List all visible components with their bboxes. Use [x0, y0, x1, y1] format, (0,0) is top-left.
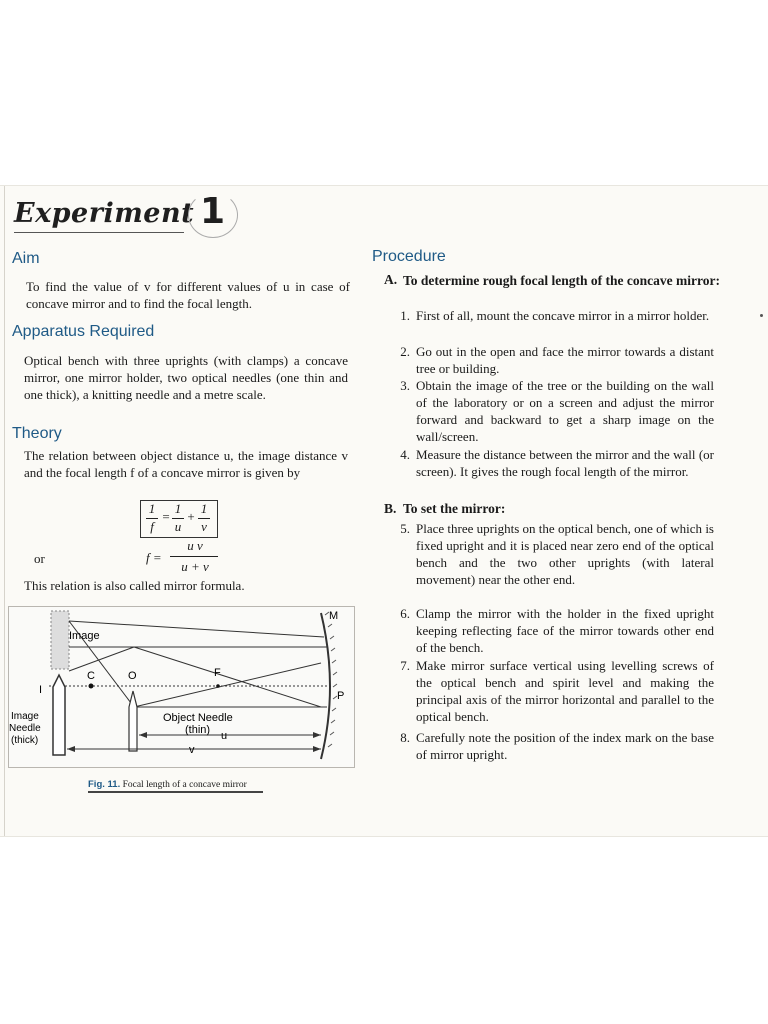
label-image-needle: Needle: [9, 723, 41, 734]
label-v: v: [189, 744, 195, 756]
mirror-formula-box: [140, 500, 218, 538]
apparatus-text: Optical bench with three uprights (with clamps) a concave mirror, one mirror holder, two optical needles (one thin and one thick), a knitting needle and a metre scale.: [24, 353, 348, 402]
ray: [69, 621, 324, 637]
experiment-title: Experiment: [14, 198, 195, 229]
experiment-number: 1: [200, 191, 226, 232]
label-object-needle: Object Needle: [163, 712, 233, 724]
theory-note: This relation is also called mirror formula.: [24, 578, 245, 593]
title-underline: [14, 232, 184, 233]
step-number: 4.: [400, 447, 410, 462]
caption-underline: [88, 791, 263, 793]
figure-number: Fig. 11.: [88, 779, 121, 790]
formula-equals: =: [162, 509, 170, 524]
theory-text: The relation between object distance u, the image distance v and the focal length f of a concave mirror is given by: [24, 448, 348, 480]
step-text: Clamp the mirror with the holder in the fixed upright keeping reflecting face of the mirror towards other end of the bench.: [416, 606, 714, 655]
section-b-label: B.: [384, 501, 397, 516]
image-needle: [53, 675, 65, 755]
ray: [134, 663, 321, 707]
aim-heading: Aim: [12, 250, 40, 267]
section-a-title: To determine rough focal length of the concave mirror:: [403, 273, 720, 288]
ray: [69, 647, 134, 671]
fraction-bar: [170, 556, 218, 557]
label-p: P: [337, 690, 345, 702]
label-object-needle: (thin): [185, 724, 211, 736]
figure-caption-text: Focal length of a concave mirror: [122, 780, 247, 790]
step-number: 6.: [400, 606, 410, 621]
label-image-needle: (thick): [11, 735, 39, 746]
arrow-head: [139, 732, 147, 738]
ray: [134, 647, 321, 707]
step-text: Go out in the open and face the mirror towards a distant tree or building.: [416, 344, 714, 376]
formula-plus: +: [187, 509, 195, 524]
page-edge-line: [4, 186, 5, 836]
or-word: or: [34, 551, 45, 566]
formula-denominator-f: f: [150, 519, 154, 534]
figure-caption: [88, 779, 247, 790]
label-image: Image: [69, 630, 100, 642]
image-shape: [51, 611, 69, 669]
label-i: I: [39, 684, 43, 696]
formula-denominator-v: v: [201, 519, 207, 534]
formula-denominator-u: u: [174, 519, 182, 534]
step-number: 3.: [400, 378, 410, 393]
arrow-head: [313, 732, 321, 738]
step-text: First of all, mount the concave mirror in a mirror holder.: [416, 308, 710, 323]
section-a-label: A.: [384, 272, 398, 287]
arrow-head: [67, 746, 75, 752]
step-text: Measure the distance between the mirror and the wall (or screen). It gives the rough focal length of the mirror.: [416, 447, 714, 479]
step-text: Obtain the image of the tree or the building on the wall of the laboratory or on a screen and adjust the mirror forward and backward to get a sharp image on the wall/screen.: [416, 378, 714, 444]
theory-heading: Theory: [12, 425, 62, 442]
step-text: Carefully note the position of the index mark on the base of mirror upright.: [416, 730, 714, 762]
aim-text: To find the value of v for different values of u in case of concave mirror and to find the focal length.: [26, 279, 350, 311]
step-text: Make mirror surface vertical using levelling screws of the optical bench and spirit level and making the principal axis of the mirror horizontal and parallel to the optical bench.: [416, 658, 714, 724]
formula2-numerator: u v: [187, 538, 203, 553]
point-c: [89, 684, 94, 689]
formula-numerator-f: 1: [148, 501, 156, 516]
step-number: 5.: [400, 521, 410, 536]
formula-numerator-u: 1: [174, 501, 182, 516]
concave-mirror-figure: [8, 606, 355, 768]
formula2-denominator: u + v: [181, 559, 209, 574]
label-m: M: [329, 610, 339, 622]
arrow-head: [313, 746, 321, 752]
label-f: F: [214, 667, 221, 679]
label-u: u: [221, 730, 228, 742]
step-text: Place three uprights on the optical bench, one of which is fixed upright and it is placed near zero end of the optical bench and the two other uprights (with lateral movement) near the other end.: [416, 521, 714, 587]
procedure-heading: Procedure: [372, 248, 446, 265]
speck: [760, 314, 763, 317]
label-o: O: [128, 670, 137, 682]
section-b-title: To set the mirror:: [403, 501, 506, 516]
step-number: 2.: [400, 344, 410, 359]
step-number: 1.: [400, 308, 410, 323]
label-c: C: [87, 670, 95, 682]
point-f: [216, 684, 220, 688]
step-number: 7.: [400, 658, 410, 673]
formula2-lhs: f =: [146, 550, 162, 565]
formula-numerator-v: 1: [200, 501, 208, 516]
label-image-needle: Image: [11, 711, 39, 722]
step-number: 8.: [400, 730, 410, 745]
object-needle: [129, 691, 137, 751]
textbook-page: [0, 185, 768, 837]
ray-diagram: [9, 607, 354, 767]
apparatus-heading: Apparatus Required: [12, 323, 155, 340]
